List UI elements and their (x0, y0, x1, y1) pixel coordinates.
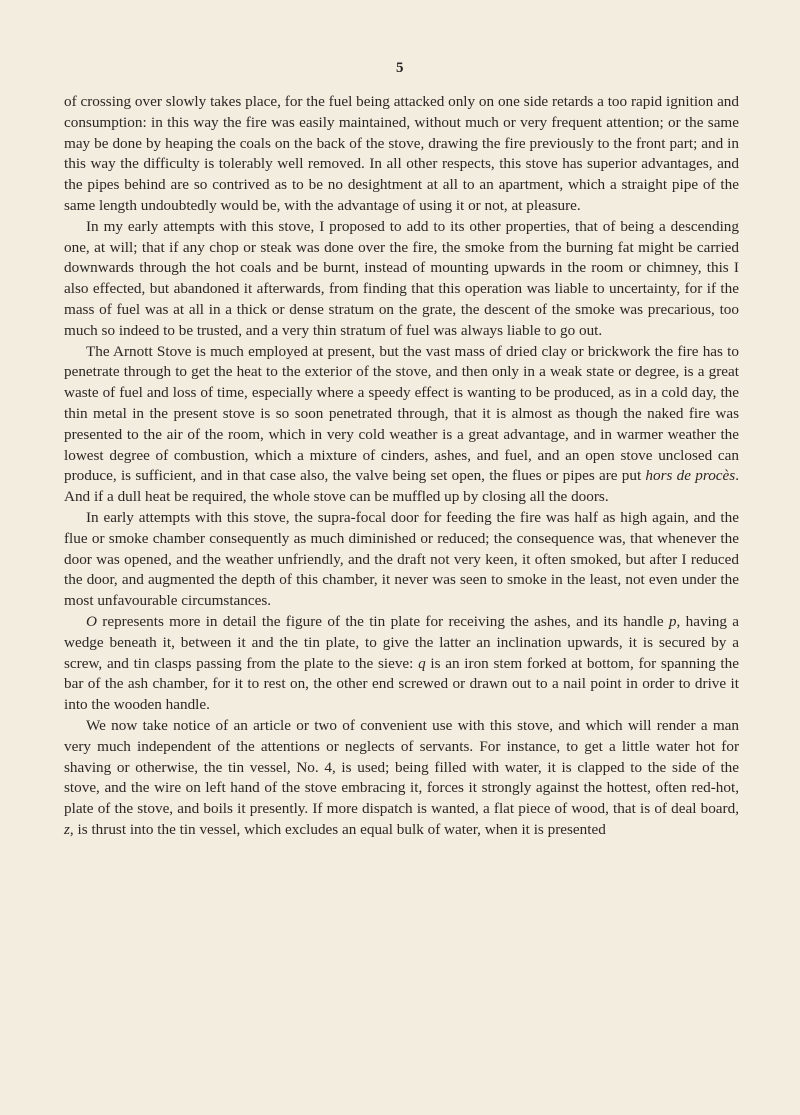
text-run: In my early attempts with this stove, I proposed to add to its other properties, that of being a descending one, at will; that if any chop or steak was done over the fire, the smoke from the burning fat might be carried downwards through the hot coals and be burnt, instead of mounting upwards in the room or chimney, this I also effected, but abandoned it afterwards, from finding that this operation was liable to uncertainty, for if the mass of fuel was at all in a thick or dense stratum on the grate, the descent of the smoke was precarious, too much so indeed to be trusted, and a very thin stratum of fuel was always liable to go out. (64, 217, 739, 339)
italic-text: p (668, 612, 677, 630)
text-run: . And if a dull heat be required, the whole stove can be muffled up by closing all the doors. (64, 467, 739, 506)
body-text (64, 92, 739, 841)
italic-text: q (418, 654, 426, 672)
text-run: The Arnott Stove is much employed at present, but the vast mass of dried clay or brickwork the fire has to penetrate through to get the heat to the exterior of the stove, and then only in a weak state or degree, is a great waste of fuel and loss of time, especially where a speedy effect is wanting to be produced, as in a cold day, the thin metal in the present stove is so soon penetrated through, that it is almost as though the naked fire was presented to the air of the room, which in very cold weather is a great advantage, and in warmer weather the lowest degree of combustion, which a mixture of cinders, ashes, and fuel, and an open stove unclosed can produce, is sufficient, and in that case also, the valve being set open, the flues or pipes are put (64, 342, 739, 485)
paragraph (64, 612, 739, 716)
text-run: , having a wedge beneath it, between it and the tin plate, to give the latter an inclination upwards, it is secured by a screw, and tin clasps passing from the plate to the sieve: (64, 612, 740, 672)
text-run: , is thrust into the tin vessel, which excludes an equal bulk of water, when it is presented (69, 820, 606, 838)
italic-text: O (86, 612, 97, 630)
paragraph (64, 508, 739, 612)
paragraph (64, 217, 739, 342)
text-run: We now take notice of an article or two of convenient use with this stove, and which will render a man very much independent of the attentions or neglects of servants. For instance, to get a little water hot for shaving or otherwise, the tin vessel, No. 4, is used; being filled with water, it is clapped to the side of the stove, and the wire on left hand of the stove embracing it, forces it strongly against the hottest, often red-hot, plate of the stove, and boils it presently. If more dispatch is wanted, a flat piece of wood, that is of deal board, (64, 716, 739, 818)
text-run: represents more in detail the figure of the tin plate for receiving the ashes, and its handle (96, 612, 669, 630)
page-number: 5 (396, 60, 404, 76)
paragraph (64, 92, 739, 217)
text-run: is an iron stem forked at bottom, for spanning the bar of the ash chamber, for it to rest on, the other end screwed or drawn out to a nail point in order to drive it into the wooden handle. (64, 654, 739, 714)
italic-text: z (64, 820, 70, 838)
italic-text: hors de procès (645, 467, 736, 485)
paragraph (64, 342, 739, 508)
text-run: In early attempts with this stove, the supra-focal door for feeding the fire was half as high again, and the flue or smoke chamber consequently as much diminished or reduced; the consequence was, that whenever the door was opened, and the weather unfriendly, and the draft not very keen, it often smoked, but after I reduced the door, and augmented the depth of this chamber, it never was seen to smoke in the least, not even under the most unfavourable circumstances. (64, 508, 739, 610)
paragraph (64, 716, 739, 841)
text-run: of crossing over slowly takes place, for the fuel being attacked only on one side retards a too rapid ignition and consumption: in this way the fire was easily maintained, without much or very frequent attention; or the same may be done by heaping the coals on the back of the stove, drawing the fire previously to the front part; and in this way the difficulty is tolerably well removed. In all other respects, this stove has superior advantages, and the pipes behind are so contrived as to be no desightment at all to an apartment, which a straight pipe of the same length undoubtedly would be, with the advantage of using it or not, at pleasure. (64, 93, 739, 214)
